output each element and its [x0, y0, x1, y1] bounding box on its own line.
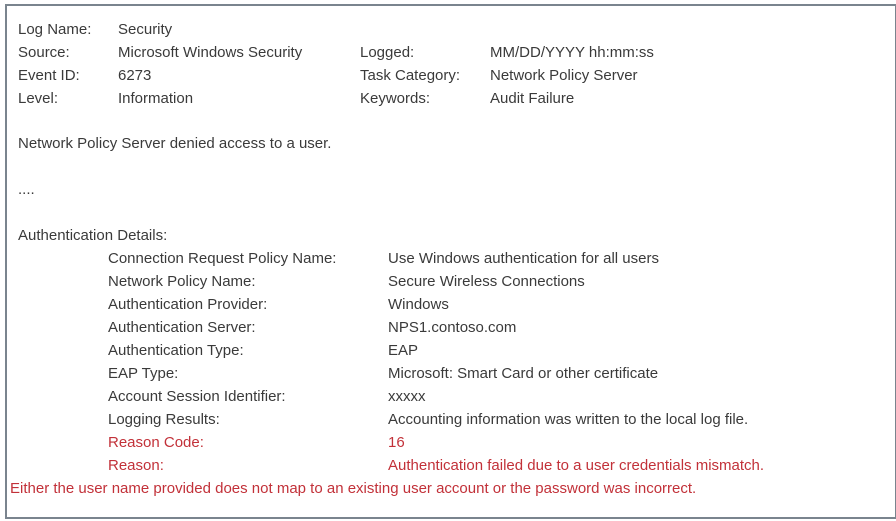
field-value: Audit Failure	[490, 90, 575, 107]
alert-footer-text: Either the user name provided does not map to an existing user account or the password was incorrect.	[10, 480, 697, 497]
detail-value: Windows	[388, 296, 449, 313]
detail-row	[108, 385, 895, 408]
detail-value: 16	[388, 434, 405, 451]
field-label: Logged:	[360, 44, 415, 61]
event-header	[18, 18, 895, 110]
field-value: Microsoft Windows Security	[118, 44, 303, 61]
detail-value: xxxxx	[388, 388, 426, 405]
detail-label: Account Session Identifier:	[108, 388, 286, 405]
field-value: Security	[118, 21, 173, 38]
detail-row	[108, 293, 895, 316]
field-label: Keywords:	[360, 90, 431, 107]
field-label: Log Name:	[18, 21, 92, 38]
header-row	[18, 87, 895, 110]
detail-row	[108, 408, 895, 431]
authentication-details-title: Authentication Details:	[18, 227, 168, 244]
detail-label: Network Policy Name:	[108, 273, 256, 290]
detail-row	[108, 339, 895, 362]
detail-value: Authentication failed due to a user credentials mismatch.	[388, 457, 765, 474]
detail-label: Reason Code:	[108, 434, 204, 451]
field-value	[490, 18, 895, 41]
header-row	[18, 18, 895, 41]
authentication-details-list	[18, 247, 895, 477]
detail-row	[108, 362, 895, 385]
detail-value: NPS1.contoso.com	[388, 319, 517, 336]
detail-row-reason	[108, 454, 895, 477]
detail-label: Authentication Provider:	[108, 296, 268, 313]
detail-row-reason-code	[108, 431, 895, 454]
detail-label: Connection Request Policy Name:	[108, 250, 337, 267]
field-value: MM/DD/YYYY hh:mm:ss	[490, 44, 654, 61]
field-label: Source:	[18, 44, 70, 61]
event-description: Network Policy Server denied access to a user.	[18, 135, 332, 152]
field-label: Event ID:	[18, 67, 80, 84]
event-record-box	[5, 4, 896, 519]
detail-label: Reason:	[108, 457, 164, 474]
detail-value: Secure Wireless Connections	[388, 273, 585, 290]
field-value: 6273	[118, 67, 152, 84]
field-value: Network Policy Server	[490, 67, 638, 84]
field-label: Task Category:	[360, 67, 461, 84]
truncation-ellipsis: ....	[18, 181, 35, 198]
detail-value: EAP	[388, 342, 419, 359]
detail-row	[108, 247, 895, 270]
header-row	[18, 41, 895, 64]
header-row	[18, 64, 895, 87]
field-label	[360, 18, 490, 41]
detail-value: Microsoft: Smart Card or other certificate	[388, 365, 659, 382]
detail-label: Authentication Server:	[108, 319, 256, 336]
field-value: Information	[118, 90, 194, 107]
detail-label: EAP Type:	[108, 365, 179, 382]
detail-row	[108, 270, 895, 293]
detail-value: Accounting information was written to the local log file.	[388, 411, 749, 428]
field-label: Level:	[18, 90, 59, 107]
detail-label: Authentication Type:	[108, 342, 244, 359]
detail-label: Logging Results:	[108, 411, 220, 428]
detail-value: Use Windows authentication for all users	[388, 250, 659, 267]
detail-row	[108, 316, 895, 339]
